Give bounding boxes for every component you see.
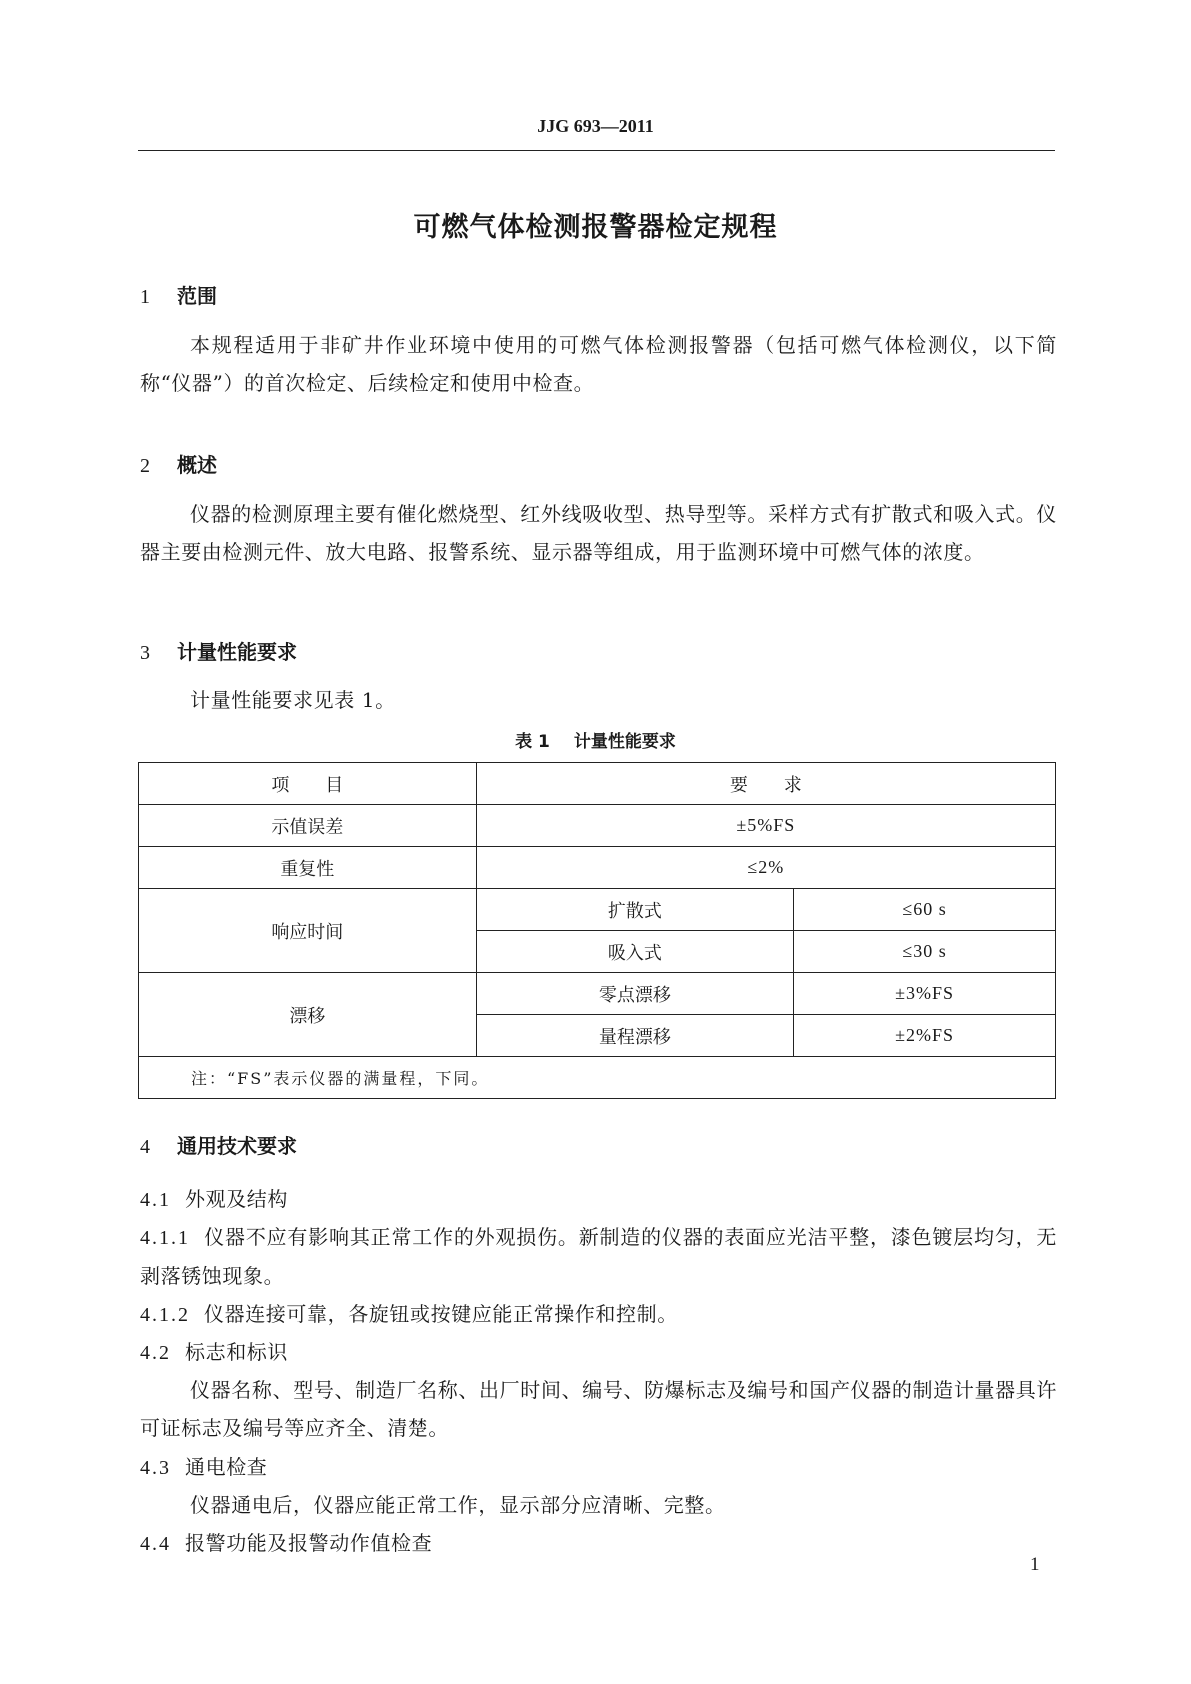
subsection-4-3 <box>140 1448 1057 1487</box>
row-value-diffusion: ≤60 s <box>794 889 1056 931</box>
table-note-row <box>139 1057 1056 1099</box>
row-item-drift: 漂移 <box>139 973 477 1057</box>
clause-4-1-1-number: 4.1.1 <box>140 1227 190 1249</box>
subsection-4-3-paragraph: 仪器通电后，仪器应能正常工作，显示部分应清晰、完整。 <box>190 1493 726 1517</box>
table-row <box>139 847 1056 889</box>
section-3-heading <box>140 636 297 665</box>
section-2-heading <box>140 449 217 478</box>
section-4-number: 4 <box>140 1136 150 1158</box>
table-caption-number: 表 1 <box>515 732 550 752</box>
header-code: JJG 693—2011 <box>537 116 654 136</box>
subsection-4-2-number: 4.2 <box>140 1342 171 1364</box>
table-note: 注：“FS”表示仪器的满量程，下同。 <box>139 1057 1056 1099</box>
row-item-indication-error: 示值误差 <box>139 805 477 847</box>
subsection-4-3-title: 通电检查 <box>185 1455 268 1479</box>
table-row <box>139 805 1056 847</box>
subsection-4-4-number: 4.4 <box>140 1533 171 1555</box>
table-caption <box>0 727 1191 752</box>
subsection-4-3-number: 4.3 <box>140 1457 171 1479</box>
table-row <box>139 889 1056 931</box>
table-header-row <box>139 763 1056 805</box>
page-number: 1 <box>1030 1554 1040 1575</box>
subsection-4-2-paragraph: 仪器名称、型号、制造厂名称、出厂时间、编号、防爆标志及编号和国产仪器的制造计量器具许可证标志及编号等应齐全、清楚。 <box>140 1378 1057 1440</box>
performance-table <box>138 762 1056 1099</box>
subsection-4-2 <box>140 1333 1057 1372</box>
row-value-suction: ≤30 s <box>794 931 1056 973</box>
table-header-requirement: 要 求 <box>476 763 1055 805</box>
section-3-title: 计量性能要求 <box>177 640 297 664</box>
header-rule <box>138 150 1055 151</box>
section-3-number: 3 <box>140 642 150 664</box>
section-1-paragraph: 本规程适用于非矿井作业环境中使用的可燃气体检测报警器（包括可燃气体检测仪，以下简称“仪器”）的首次检定、后续检定和使用中检查。 <box>140 333 1057 395</box>
section-1-title: 范围 <box>177 284 217 308</box>
section-1-number: 1 <box>140 286 150 308</box>
row-value-span-drift: ±2%FS <box>794 1015 1056 1057</box>
section-2-paragraph: 仪器的检测原理主要有催化燃烧型、红外线吸收型、热导型等。采样方式有扩散式和吸入式。仪器主要由检测元件、放大电路、报警系统、显示器等组成，用于监测环境中可燃气体的浓度。 <box>140 502 1057 564</box>
subsection-4-1-number: 4.1 <box>140 1189 171 1211</box>
clause-4-1-1-text: 仪器不应有影响其正常工作的外观损伤。新制造的仪器的表面应光洁平整，漆色镀层均匀，无剥落锈蚀现象。 <box>140 1225 1057 1288</box>
row-value-indication-error: ±5%FS <box>476 805 1055 847</box>
clause-4-1-1 <box>140 1218 1057 1295</box>
subsection-4-1-title: 外观及结构 <box>185 1187 288 1211</box>
row-value-zero-drift: ±3%FS <box>794 973 1056 1015</box>
row-value-repeatability: ≤2% <box>476 847 1055 889</box>
row-mode-span-drift: 量程漂移 <box>476 1015 794 1057</box>
section-3-paragraph: 计量性能要求见表 1。 <box>190 688 396 712</box>
section-2-title: 概述 <box>177 453 217 477</box>
row-mode-suction: 吸入式 <box>476 931 794 973</box>
subsection-4-1 <box>140 1180 1057 1219</box>
section-2-number: 2 <box>140 455 150 477</box>
subsection-4-2-title: 标志和标识 <box>185 1340 288 1364</box>
subsection-4-4-title: 报警功能及报警动作值检查 <box>185 1531 433 1555</box>
clause-4-1-2-text: 仪器连接可靠，各旋钮或按键应能正常操作和控制。 <box>204 1302 678 1326</box>
section-4-title: 通用技术要求 <box>177 1134 297 1158</box>
row-item-repeatability: 重复性 <box>139 847 477 889</box>
section-1-heading <box>140 280 217 309</box>
row-mode-diffusion: 扩散式 <box>476 889 794 931</box>
clause-4-1-2-number: 4.1.2 <box>140 1304 190 1326</box>
table-caption-title: 计量性能要求 <box>573 732 676 752</box>
row-mode-zero-drift: 零点漂移 <box>476 973 794 1015</box>
table-row <box>139 973 1056 1015</box>
table-header-item: 项 目 <box>139 763 477 805</box>
clause-4-1-2 <box>140 1295 1057 1334</box>
document-title: 可燃气体检测报警器检定规程 <box>413 212 778 243</box>
subsection-4-4 <box>140 1524 1057 1563</box>
section-4-heading <box>140 1130 297 1159</box>
row-item-response-time: 响应时间 <box>139 889 477 973</box>
